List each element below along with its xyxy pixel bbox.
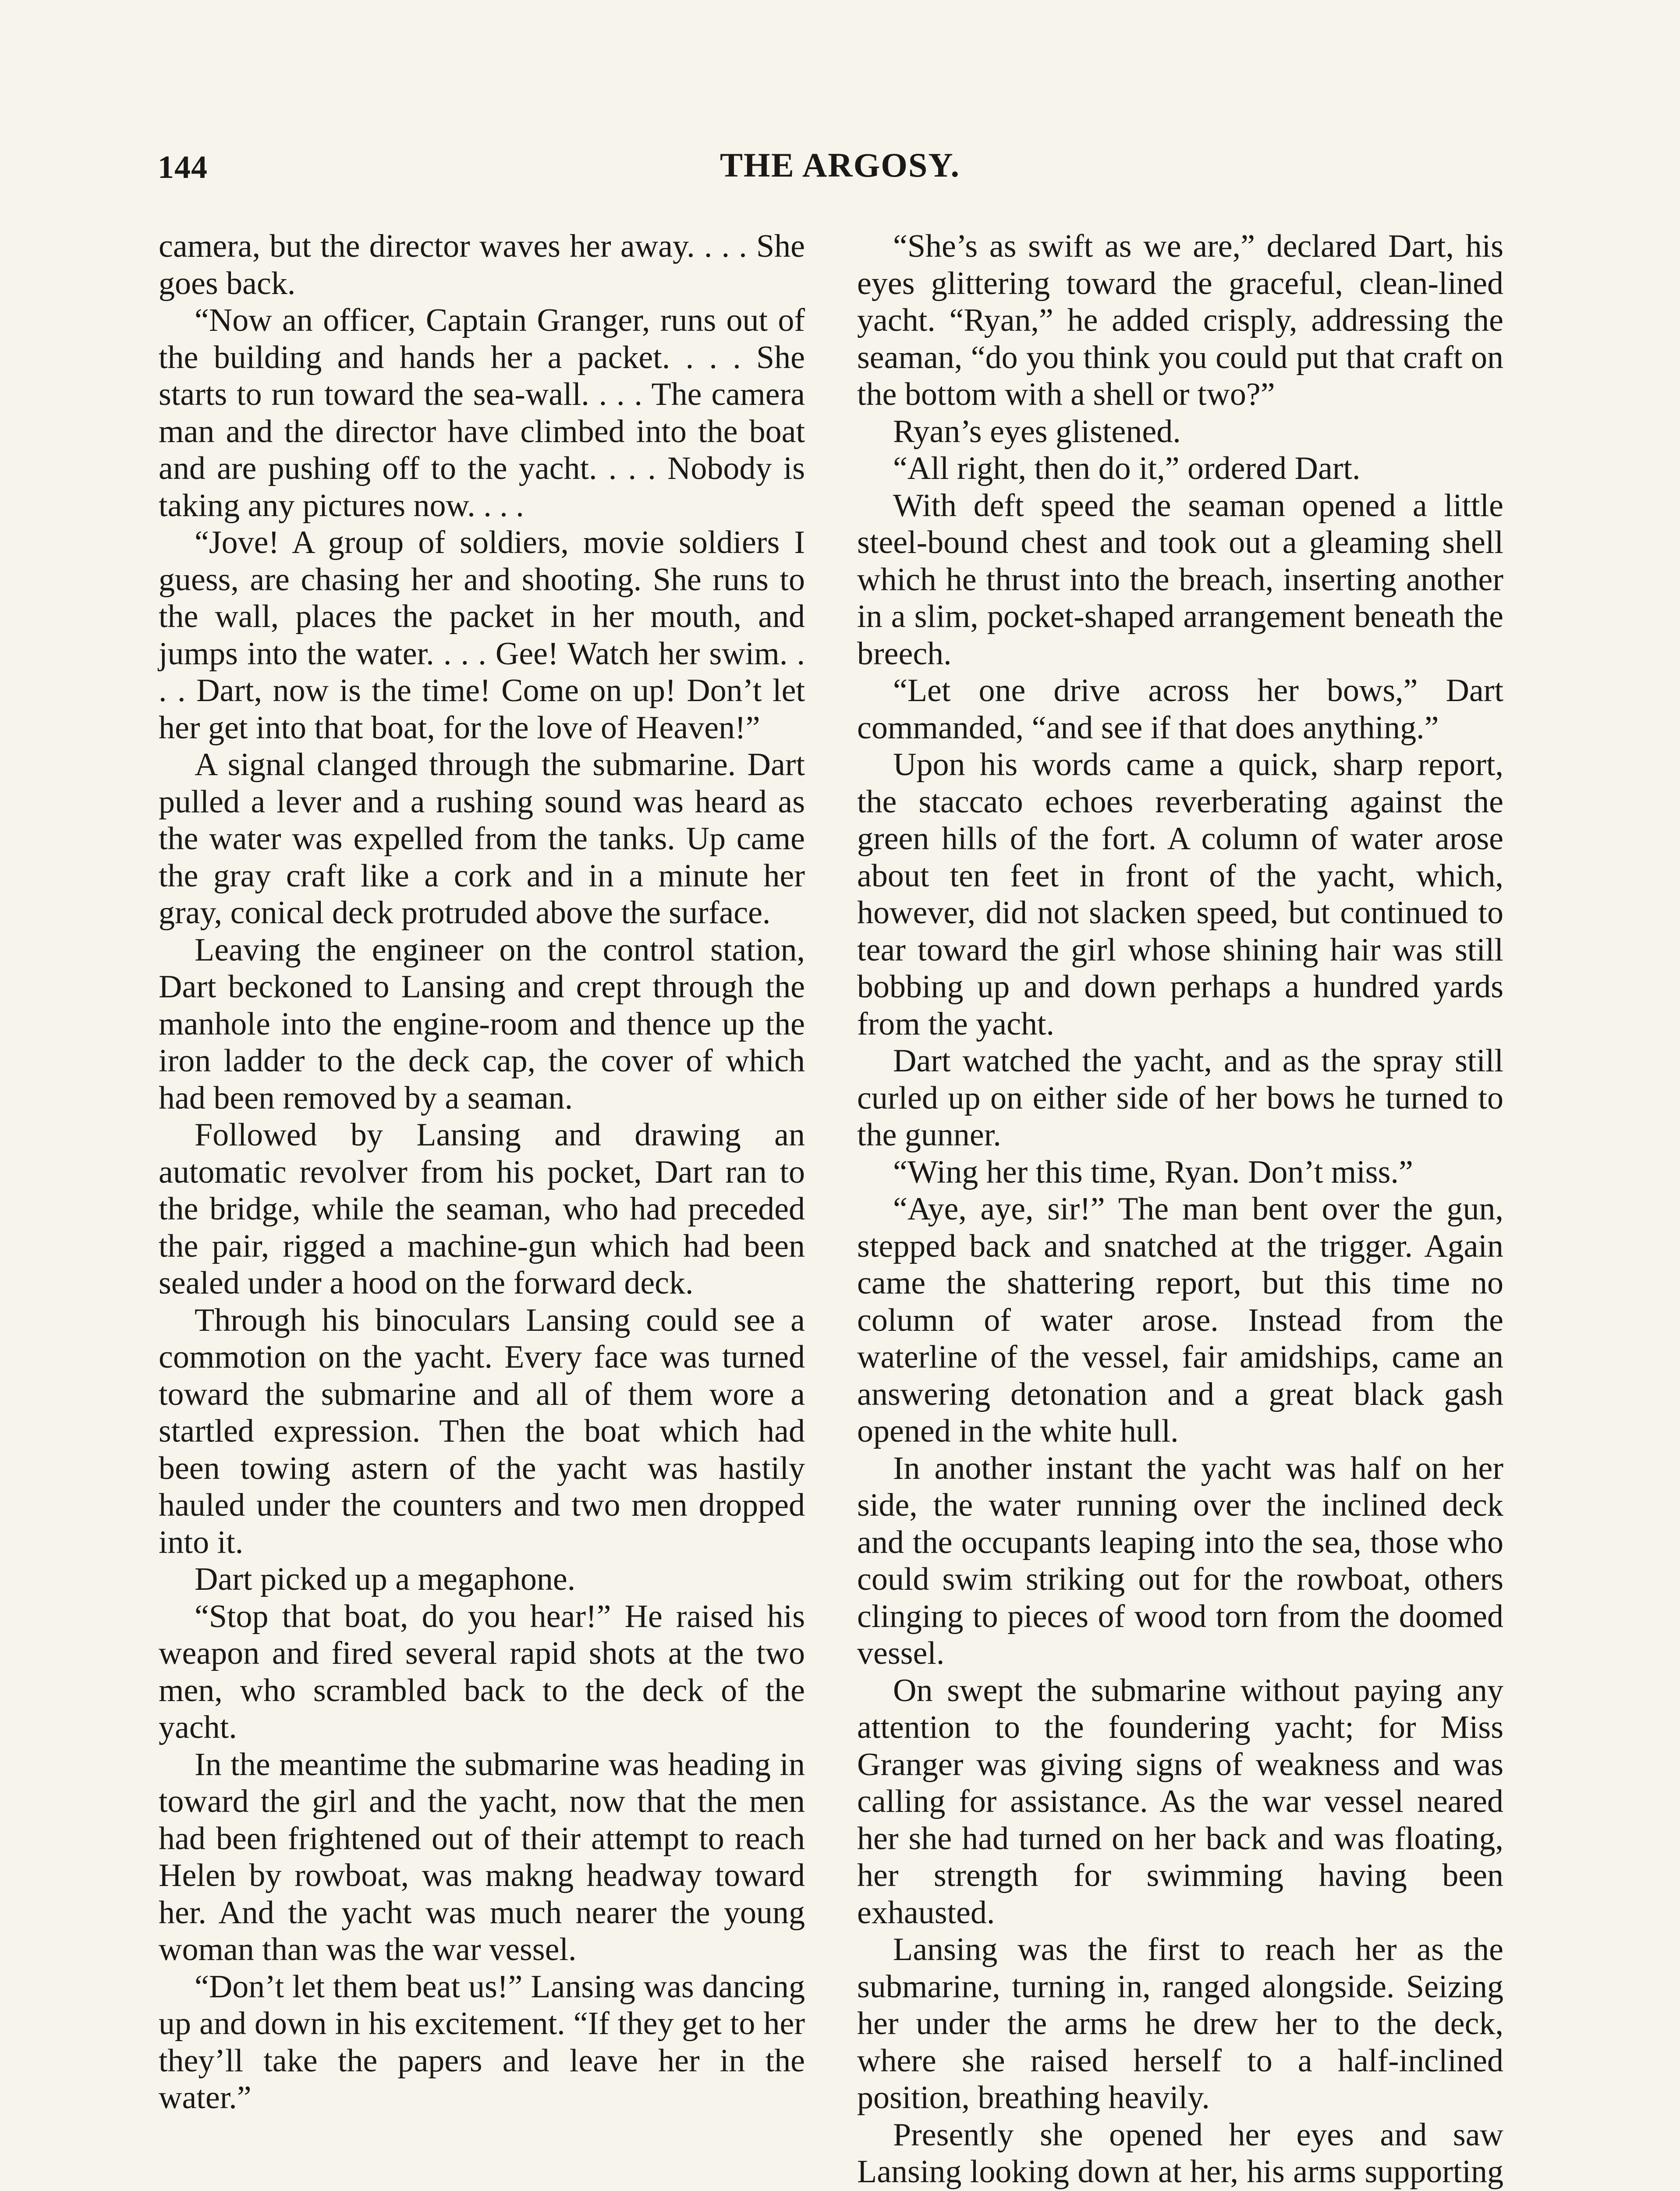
paragraph: “Wing her this time, Ryan. Don’t miss.” [893, 1154, 1413, 1190]
paragraph: “Now an officer, Captain Granger, runs out of the building and hands her a packet. . . . She starts to run toward the sea-wall. . . . The camera man and the director have climbed into the boat and are pushing off to the yacht. . . . Nobody is taking any pictures now. . . . [159, 302, 805, 524]
paragraph: “Jove! A group of soldiers, movie soldiers I guess, are chasing her and shooting. She runs to the wall, places the packet in her mouth, and jumps into the water. . . . Gee! Watch her swim. . . . Dart, now is the time! Come on up! Don’t let her get into that boat, for the love of Heaven!” [159, 525, 805, 746]
paragraph: “She’s as swift as we are,” declared Dart, his eyes glittering toward the graceful, clean-lined yacht. “Ryan,” he added crisply, addressing the seaman, “do you think you could put that craft on the bottom with a shell or two?” [857, 228, 1503, 412]
paragraph: Dart watched the yacht, and as the spray still curled up on either side of her bows he turned to the gunner. [857, 1043, 1503, 1153]
paragraph: “Don’t let them beat us!” Lansing was dancing up and down in his excitement. “If they get to her they’ll take the papers and leave her in the water.” [159, 1968, 805, 2116]
page-number: 144 [158, 149, 208, 185]
paragraph: With deft speed the seaman opened a little steel-bound chest and took out a gleaming shell which he thrust into the breach, inserting another in a slim, pocket-shaped arrangement beneath the breech. [857, 487, 1503, 672]
running-title: THE ARGOSY. [720, 146, 960, 184]
paragraph: Followed by Lansing and drawing an automatic revolver from his pocket, Dart ran to the bridge, while the seaman, who had preceded the pair, rigged a machine-gun which had been sealed under a hood on the forward deck. [159, 1117, 805, 1301]
paragraph: “Aye, aye, sir!” The man bent over the gun, stepped back and snatched at the trigger. Again came the shattering report, but this time no column of water arose. Instead from the waterline of the vessel, fair amidships, came an answering detonation and a great black gash opened in the white hull. [857, 1191, 1503, 1449]
paragraph: Dart picked up a megaphone. [195, 1561, 576, 1597]
paragraph: On swept the submarine without paying any attention to the foundering yacht; for Miss Granger was giving signs of weakness and was calling for assistance. As the war vessel neared her she had turned on her back and was floating, her strength for swimming having been exhausted. [857, 1672, 1503, 1931]
paragraph: Leaving the engineer on the control station, Dart beckoned to Lansing and crept through the manhole into the engine-room and thence up the iron ladder to the deck cap, the cover of which had been removed by a seaman. [159, 932, 805, 1116]
paragraph: “Stop that boat, do you hear!” He raised his weapon and fired several rapid shots at the two men, who scrambled back to the deck of the yacht. [159, 1598, 805, 1745]
paragraph: In the meantime the submarine was heading in toward the girl and the yacht, now that the men had been frightened out of their attempt to reach Helen by rowboat, was makng headway toward her. And the yacht was much nearer the young woman than was the war vessel. [159, 1746, 805, 1968]
left-column [159, 228, 805, 2117]
paragraph: A signal clanged through the submarine. Dart pulled a lever and a rushing sound was heard as the water was expelled from the tanks. Up came the gray craft like a cork and in a minute her gray, conical deck protruded above the surface. [159, 747, 805, 931]
right-column [857, 228, 1503, 2191]
paragraph: Ryan’s eyes glistened. [893, 413, 1181, 450]
paragraph: “All right, then do it,” ordered Dart. [893, 450, 1361, 486]
paragraph: Upon his words came a quick, sharp report, the staccato echoes reverberating against the green hills of the fort. A column of water arose about ten feet in front of the yacht, which, however, did not slacken speed, but continued to tear toward the girl whose shining hair was still bobbing up and down perhaps a hundred yards from the yacht. [857, 747, 1503, 1042]
paragraph: “Let one drive across her bows,” Dart commanded, “and see if that does anything.” [857, 673, 1503, 746]
paragraph: Lansing was the first to reach her as the submarine, turning in, ranged alongside. Seizing her under the arms he drew her to the deck, where she raised herself to a half-inclined position, breathing heavily. [857, 1932, 1503, 2116]
paragraph: Through his binoculars Lansing could see a commotion on the yacht. Every face was turned toward the submarine and all of them wore a startled expression. Then the boat which had been towing astern of the yacht was hastily hauled under the counters and two men dropped into it. [159, 1302, 805, 1560]
paragraph: camera, but the director waves her away. . . . She goes back. [159, 228, 805, 301]
paragraph: Presently she opened her eyes and saw Lansing looking down at her, his arms supporting [857, 2117, 1503, 2190]
paragraph: In another instant the yacht was half on her side, the water running over the inclined deck and the occupants leaping into the sea, those who could swim striking out for the rowboat, others clinging to pieces of wood torn from the doomed vessel. [857, 1450, 1503, 1671]
